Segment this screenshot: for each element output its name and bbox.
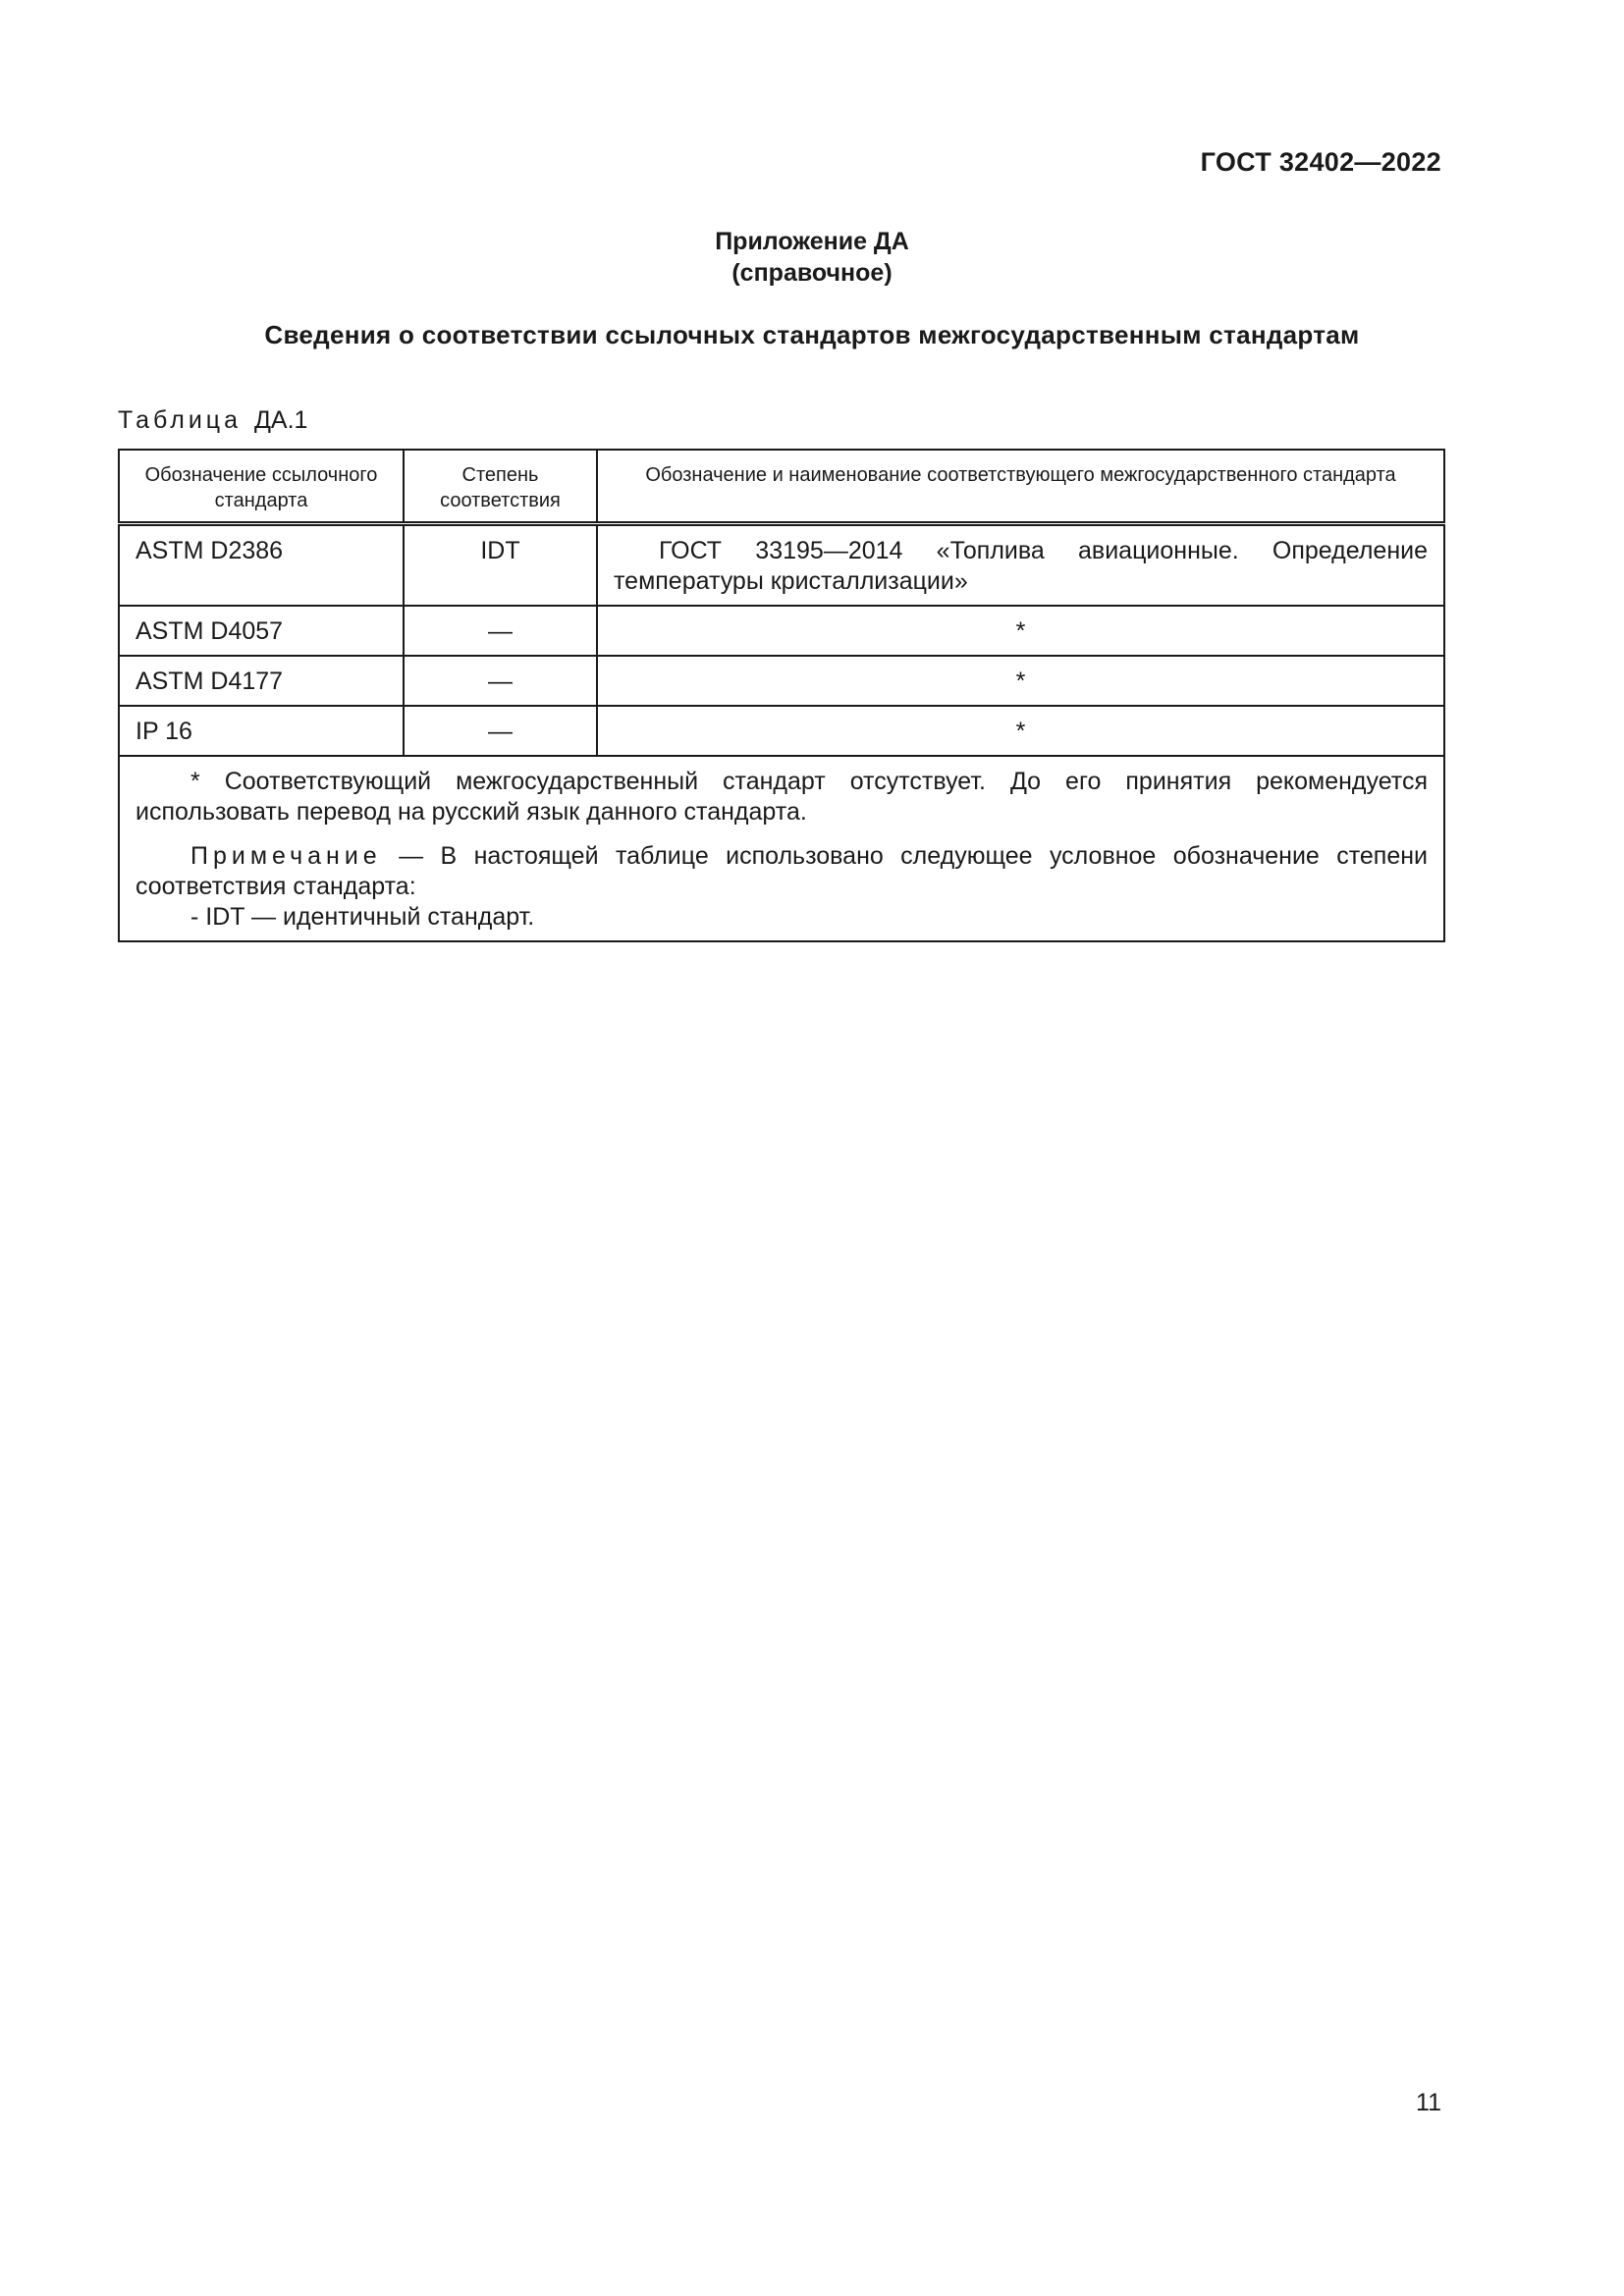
table-note <box>135 841 1428 902</box>
table-header-row <box>119 450 1444 524</box>
cell-degree: — <box>404 606 597 656</box>
annex-heading <box>0 226 1624 289</box>
cell-degree: — <box>404 706 597 756</box>
table-caption-word: Таблица <box>118 406 243 434</box>
table-footer-cell <box>119 756 1444 941</box>
table-row <box>119 656 1444 706</box>
note-list-item: - IDT — идентичный стандарт. <box>190 903 535 931</box>
cell-description: * <box>597 706 1444 756</box>
cell-reference: IP 16 <box>119 706 404 756</box>
table-row <box>119 606 1444 656</box>
cell-reference: ASTM D4057 <box>119 606 404 656</box>
page-number: 11 <box>1416 2089 1441 2116</box>
cell-reference: ASTM D4177 <box>119 656 404 706</box>
cell-degree: IDT <box>404 524 597 607</box>
table-footer-row <box>119 756 1444 941</box>
header-reference-standard: Обозначение ссылочного стандарта <box>119 450 404 524</box>
annex-subtitle: (справочное) <box>731 259 893 287</box>
section-title: Сведения о соответствии ссылочных стандартов межгосударственным стандартам <box>264 320 1360 349</box>
note-label: Примечание <box>190 842 382 870</box>
table-row <box>119 524 1444 607</box>
standards-table <box>118 449 1445 942</box>
table-caption <box>118 406 307 435</box>
header-interstate-standard: Обозначение и наименование соответствующего межгосударственного стандарта <box>597 450 1444 524</box>
note-text: — В настоящей таблице использовано следующее условное обозначение степени соответствия стандарта: <box>135 842 1428 900</box>
table-row <box>119 706 1444 756</box>
document-code: ГОСТ 32402—2022 <box>1200 147 1441 177</box>
header-degree: Степень соответствия <box>404 450 597 524</box>
cell-description: * <box>597 656 1444 706</box>
table-footnote: * Соответствующий межгосударственный стандарт отсутствует. До его принятия рекомендуется использовать перевод на русский язык данного стандарта. <box>135 768 1428 826</box>
cell-reference: ASTM D2386 <box>119 524 404 607</box>
table-caption-number: ДА.1 <box>253 406 308 434</box>
cell-description: ГОСТ 33195—2014 «Топлива авиационные. Определение температуры кристаллизации» <box>597 524 1444 607</box>
cell-degree: — <box>404 656 597 706</box>
cell-description: * <box>597 606 1444 656</box>
annex-title: Приложение ДА <box>715 228 909 255</box>
